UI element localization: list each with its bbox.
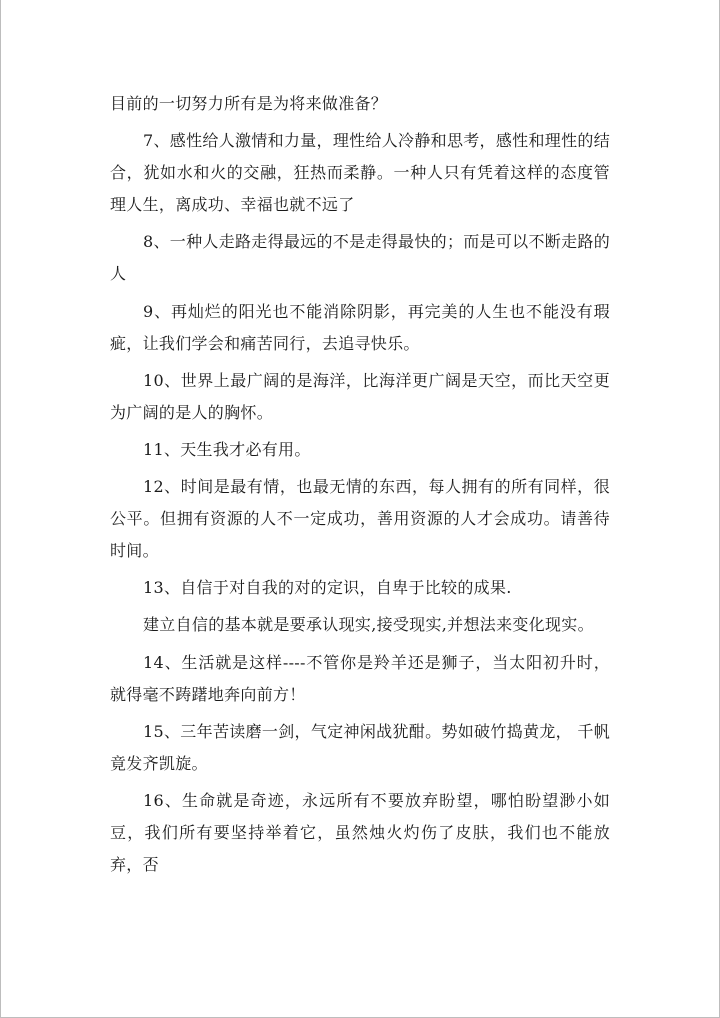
paragraph-10: 10、世界上最广阔的是海洋，比海洋更广阔是天空，而比天空更为广阔的是人的胸怀。 [110,370,610,422]
paragraph-11: 11、天生我才必有用。 [143,439,311,459]
paragraph-15: 15、三年苦读磨一剑，气定神闲战犹酣。势如破竹捣黄龙， 千帆竟发齐凯旋。 [110,721,610,773]
paragraph-9: 9、再灿烂的阳光也不能消除阴影，再完美的人生也不能没有瑕疵，让我们学会和痛苦同行，去追寻快乐。 [110,301,610,353]
paragraph-7: 7、感性给人激情和力量，理性给人冷静和思考，感性和理性的结合，犹如水和火的交融，狂热而柔静。一种人只有凭着这样的态度管理人生，离成功、幸福也就不远了 [110,131,610,215]
page-border-left [0,0,1,1018]
paragraph-13-note: 建立自信的基本就是要承认现实,接受现实,并想法来变化现实。 [143,615,594,635]
document-body [110,88,610,881]
paragraph-12: 12、时间是最有情，也最无情的东西，每人拥有的所有同样，很公平。但拥有资源的人不一定成功，善用资源的人才会成功。请善待时间。 [110,477,610,561]
paragraph-13: 13、自信于对自我的对的定识，自卑于比较的成果. [143,578,512,598]
paragraph-continuation: 目前的一切努力所有是为将来做准备？ [110,94,388,113]
paragraph-16: 16、生命就是奇迹，永远所有不要放弃盼望，哪怕盼望渺小如豆，我们所有要坚持举着它，虽然烛火灼伤了皮肤，我们也不能放弃，否 [110,790,610,875]
paragraph-8: 8、一种人走路走得最远的不是走得最快的；而是可以不断走路的人 [110,232,610,284]
paragraph-14: 14、生活就是这样----不管你是羚羊还是狮子，当太阳初升时，就得毫不踌躇地奔向前方！ [110,652,610,704]
